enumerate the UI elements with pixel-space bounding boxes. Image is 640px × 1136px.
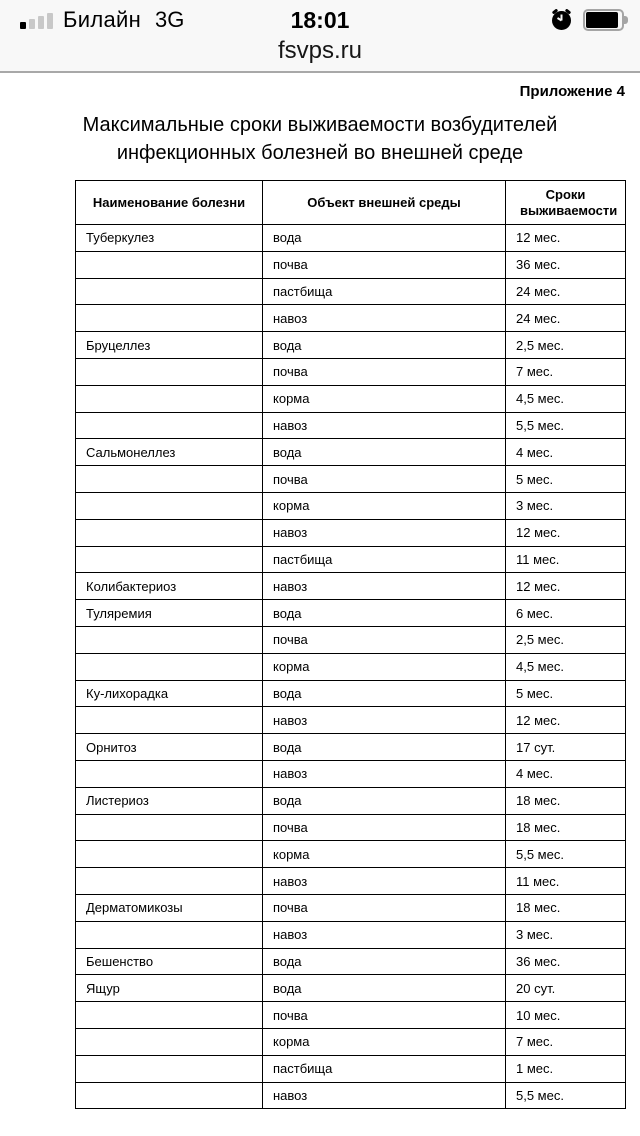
object-cell: вода [263, 680, 506, 707]
web-page [0, 73, 640, 1109]
object-cell: навоз [263, 760, 506, 787]
table-row [76, 492, 626, 519]
table-row [76, 948, 626, 975]
disease-cell [76, 251, 263, 278]
disease-cell [76, 466, 263, 493]
object-cell: пастбища [263, 1055, 506, 1082]
disease-cell: Сальмонеллез [76, 439, 263, 466]
disease-cell: Бешенство [76, 948, 263, 975]
object-cell: почва [263, 1002, 506, 1029]
table-row [76, 278, 626, 305]
table-row [76, 707, 626, 734]
object-cell: навоз [263, 868, 506, 895]
table-row [76, 975, 626, 1002]
disease-cell: Ку-лихорадка [76, 680, 263, 707]
disease-cell [76, 492, 263, 519]
object-cell: почва [263, 814, 506, 841]
period-cell: 6 мес. [506, 600, 626, 627]
table-row [76, 921, 626, 948]
object-cell: почва [263, 626, 506, 653]
browser-chrome [0, 0, 640, 73]
network-type-label: 3G [155, 7, 185, 32]
period-cell: 18 мес. [506, 814, 626, 841]
period-cell: 17 сут. [506, 734, 626, 761]
table-row [76, 305, 626, 332]
disease-cell: Туляремия [76, 600, 263, 627]
header-disease: Наименование болезни [76, 181, 263, 225]
period-cell: 18 мес. [506, 894, 626, 921]
object-cell: почва [263, 466, 506, 493]
table-body [76, 225, 626, 1109]
period-cell: 10 мес. [506, 1002, 626, 1029]
survival-table [75, 180, 626, 1109]
period-cell: 4,5 мес. [506, 653, 626, 680]
table-header [76, 181, 626, 225]
disease-cell [76, 1082, 263, 1109]
table-row [76, 573, 626, 600]
object-cell: навоз [263, 707, 506, 734]
table-row [76, 600, 626, 627]
object-cell: навоз [263, 412, 506, 439]
page-title-line2: инфекционных болезней во внешней среде [116, 142, 524, 164]
period-cell: 12 мес. [506, 519, 626, 546]
period-cell: 7 мес. [506, 1028, 626, 1055]
object-cell: корма [263, 653, 506, 680]
object-cell: вода [263, 948, 506, 975]
page-title [0, 111, 640, 167]
table-row [76, 439, 626, 466]
table-row [76, 1082, 626, 1109]
disease-cell: Бруцеллез [76, 332, 263, 359]
object-cell: навоз [263, 921, 506, 948]
alarm-clock-icon [550, 8, 573, 31]
table-row [76, 519, 626, 546]
disease-cell [76, 841, 263, 868]
period-cell: 24 мес. [506, 278, 626, 305]
object-cell: вода [263, 600, 506, 627]
period-cell: 5,5 мес. [506, 841, 626, 868]
object-cell: корма [263, 841, 506, 868]
page-title-line1: Максимальные сроки выживаемости возбудителей [82, 114, 558, 136]
disease-cell [76, 653, 263, 680]
period-cell: 36 мес. [506, 251, 626, 278]
disease-cell [76, 1028, 263, 1055]
object-cell: почва [263, 894, 506, 921]
object-cell: почва [263, 251, 506, 278]
disease-cell: Ящур [76, 975, 263, 1002]
disease-cell [76, 385, 263, 412]
status-bar-right [550, 8, 628, 31]
object-cell: корма [263, 1028, 506, 1055]
object-cell: вода [263, 734, 506, 761]
disease-cell [76, 358, 263, 385]
period-cell: 1 мес. [506, 1055, 626, 1082]
table-row [76, 251, 626, 278]
table-row [76, 412, 626, 439]
object-cell: вода [263, 975, 506, 1002]
period-cell: 2,5 мес. [506, 332, 626, 359]
disease-cell [76, 1055, 263, 1082]
table-row [76, 894, 626, 921]
table-row [76, 546, 626, 573]
table-row [76, 868, 626, 895]
disease-cell: Туберкулез [76, 225, 263, 252]
disease-cell: Орнитоз [76, 734, 263, 761]
url-bar[interactable]: fsvps.ru [277, 37, 363, 64]
table-row [76, 332, 626, 359]
object-cell: корма [263, 492, 506, 519]
period-cell: 11 мес. [506, 546, 626, 573]
disease-cell [76, 707, 263, 734]
disease-cell [76, 412, 263, 439]
disease-cell [76, 760, 263, 787]
disease-cell [76, 868, 263, 895]
disease-cell [76, 305, 263, 332]
object-cell: пастбища [263, 546, 506, 573]
table-row [76, 653, 626, 680]
status-time: 18:01 [290, 7, 350, 33]
table-row [76, 466, 626, 493]
table-row [76, 1002, 626, 1029]
table-row [76, 841, 626, 868]
period-cell: 18 мес. [506, 787, 626, 814]
disease-cell [76, 278, 263, 305]
period-cell: 20 сут. [506, 975, 626, 1002]
object-cell: вода [263, 787, 506, 814]
object-cell: навоз [263, 519, 506, 546]
object-cell: корма [263, 385, 506, 412]
period-cell: 5,5 мес. [506, 412, 626, 439]
object-cell: пастбища [263, 278, 506, 305]
table-header-row [76, 181, 626, 225]
status-bar [0, 0, 640, 40]
period-cell: 4,5 мес. [506, 385, 626, 412]
table-row [76, 1028, 626, 1055]
disease-cell: Листериоз [76, 787, 263, 814]
period-cell: 7 мес. [506, 358, 626, 385]
table-row [76, 787, 626, 814]
period-cell: 4 мес. [506, 760, 626, 787]
period-cell: 24 мес. [506, 305, 626, 332]
period-cell: 36 мес. [506, 948, 626, 975]
header-period: Сроки выживаемости [506, 181, 626, 225]
battery-icon [583, 9, 628, 31]
period-cell: 5,5 мес. [506, 1082, 626, 1109]
period-cell: 12 мес. [506, 225, 626, 252]
period-cell: 11 мес. [506, 868, 626, 895]
period-cell: 5 мес. [506, 466, 626, 493]
object-cell: почва [263, 358, 506, 385]
disease-cell [76, 546, 263, 573]
table-row [76, 734, 626, 761]
period-cell: 12 мес. [506, 707, 626, 734]
table-row [76, 760, 626, 787]
object-cell: вода [263, 332, 506, 359]
carrier-label: Билайн [63, 7, 142, 32]
disease-cell [76, 1002, 263, 1029]
disease-cell [76, 519, 263, 546]
table-row [76, 225, 626, 252]
object-cell: навоз [263, 573, 506, 600]
period-cell: 12 мес. [506, 573, 626, 600]
period-cell: 3 мес. [506, 921, 626, 948]
period-cell: 5 мес. [506, 680, 626, 707]
table-row [76, 680, 626, 707]
disease-cell [76, 626, 263, 653]
header-object: Объект внешней среды [263, 181, 506, 225]
object-cell: навоз [263, 305, 506, 332]
table-row [76, 814, 626, 841]
table-row [76, 626, 626, 653]
table-row [76, 1055, 626, 1082]
disease-cell [76, 814, 263, 841]
object-cell: навоз [263, 1082, 506, 1109]
table-row [76, 385, 626, 412]
disease-cell: Колибактериоз [76, 573, 263, 600]
object-cell: вода [263, 439, 506, 466]
appendix-label: Приложение 4 [519, 83, 625, 100]
period-cell: 2,5 мес. [506, 626, 626, 653]
disease-cell: Дерматомикозы [76, 894, 263, 921]
period-cell: 4 мес. [506, 439, 626, 466]
period-cell: 3 мес. [506, 492, 626, 519]
disease-cell [76, 921, 263, 948]
table-row [76, 358, 626, 385]
object-cell: вода [263, 225, 506, 252]
